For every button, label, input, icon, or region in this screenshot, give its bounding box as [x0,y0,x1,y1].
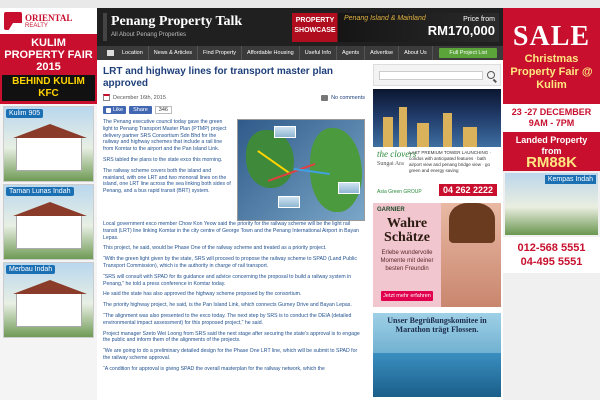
ad-phone: 04 262 2222 [439,184,497,196]
nav-news-articles[interactable]: News & Articles [149,46,198,60]
house-image [16,137,82,171]
comment-bubble-icon [321,95,328,101]
article-meta [103,94,365,101]
facebook-share-button[interactable]: Share [129,106,152,114]
social-share-bar [103,105,365,115]
property-tile-label: Merbau Indah [6,265,55,274]
nav-find-property[interactable]: Find Property [198,46,242,60]
event-title: Christmas Property Fair @ Kulim [510,52,593,91]
ad-group: Asia Green GROUP [377,189,422,195]
nav-location[interactable]: Location [117,46,149,60]
comments-count: No comments [331,94,365,101]
contact-phones [503,237,600,273]
sale-banner [503,8,600,104]
nav-agents[interactable]: Agents [337,46,365,60]
ad-logo-text: the clovers [377,149,417,159]
share-count: 346 [155,106,172,114]
header-banner-ad[interactable] [292,13,499,42]
event-dates [503,104,600,132]
ad-water-image [373,353,501,397]
price-value: RM88K [526,154,577,171]
main-nav [97,46,503,60]
ad-description: LAST PREMIUM TOWER LAUNCHING · condos with anticipated features · bath airport view and penang bridge view · go green and energy saving [409,150,492,173]
nav-affordable-housing[interactable]: Affordable Housing [242,46,300,60]
full-project-list-button[interactable]: Full Project List [439,48,497,58]
fair-location: BEHIND KULIM KFC [2,75,95,101]
search-bar [373,64,501,86]
house-image [16,215,82,249]
banner-ad-price-label: Price from [463,16,495,23]
article-paragraph: The railway scheme covers both the island and mainland, with one LRT and two monorail lines on the island, one LRT line across the sea linking both sides of Penang, and a bus rapid transit (BRT) system. [103,167,231,195]
ad-brand: GARNIER [377,207,405,213]
sale-title: SALE [512,20,591,52]
property-tile[interactable] [3,184,94,260]
house-image [16,293,82,327]
fair-banner [0,34,97,104]
house-logo-icon [4,12,22,30]
like-label: Like [113,107,124,113]
ad-headline: Unser Begrüßungskomitee in Marathon trägt Flossen. [387,316,487,334]
site-title[interactable]: Penang Property Talk [111,14,243,29]
article-paragraph: Project manager Szeto Wei Loong from SRS said the next stage after securing the state’s approval is to engage the public and inform them of the alignments of the projects. [103,330,360,344]
search-icon[interactable] [487,71,495,79]
article-title[interactable]: LRT and highway lines for transport master plan approved [103,66,334,89]
price-banner [503,132,600,171]
the-clovers-ad[interactable] [373,89,501,199]
banner-ad-showcase: PROPERTY SHOWCASE [294,17,336,34]
fair-title: KULIM PROPERTY FAIR 2015 [4,37,93,73]
left-skyscraper-ad[interactable] [0,8,97,400]
banner-ad-price-value: RM170,000 [427,23,495,38]
price-label: Landed Property from [515,135,588,156]
site-logo-icon [103,13,107,41]
right-sidebar [373,64,501,397]
ad-cta-button[interactable]: Jetzt mehr erfahren [381,291,433,301]
ad-model-image [441,203,501,307]
article-paragraph: “A condition for approval is giving SPAD the overall masterplan for the railway network, which the [103,365,325,372]
nav-useful-info[interactable]: Useful Info [300,46,337,60]
ad-brand-sub: REALTY [25,22,48,29]
property-tile-label: Kulim 905 [6,109,43,118]
event-time: 9AM - 7PM [528,118,575,128]
thumbs-up-icon [106,108,111,113]
event-date: 23 -27 DECEMBER [511,107,592,117]
dolphin-travel-ad[interactable] [373,313,501,397]
property-tile-label: Kempas Indah [545,175,596,184]
search-input[interactable] [379,71,483,80]
banner-ad-price [428,15,495,38]
right-skyscraper-ad[interactable] [503,8,600,400]
article-intro [103,119,365,221]
article [103,66,365,377]
article-paragraph: This project, he said, would be Phase One of the railway scheme and treated as a priority project. [103,245,327,252]
calendar-icon [103,94,110,101]
phone-number[interactable]: 04-495 5551 [520,256,583,268]
property-tile[interactable] [3,106,94,182]
article-paragraph: “SRS will consult with SPAD for its guidance and advice concerning the proposal to build a railway system in Penang,” he told a press conference in Komtar today. [103,273,352,287]
banner-ad-region: Penang Island & Mainland [344,15,426,22]
article-paragraph: He said the state has also approved the highway scheme proposed by the consortium. [103,291,302,298]
oriental-realty-logo [0,8,97,34]
property-tile[interactable] [3,262,94,338]
property-tile[interactable] [505,173,598,235]
site-tagline: All About Penang Properties [111,32,187,38]
garnier-ad[interactable] [373,203,501,307]
ad-headline: Wahre Schätze [384,216,430,245]
comments-link[interactable] [321,95,365,101]
intro-text [103,119,233,221]
phone-number[interactable]: 012-568 5551 [517,242,586,254]
article-paragraph: The priority highway project, he said, is the Pan Island Link, which connects Gurney Drive and Bayan Lepas. [103,302,352,309]
nav-about-us[interactable]: About Us [399,46,433,60]
transport-master-plan-map[interactable] [237,119,365,221]
article-paragraph: “We are going to do a preliminary detailed design for the Phase One LRT line, which will be submit to SPAD for the railway scheme approval. [103,348,358,361]
article-paragraph: The Penang executive council today gave the green light to Penang Transport Master Plan (PTMP) project delivery partner SRS Consortium Sdn Bhd for the railway and highway schemes that include a rail line from Komtar to the airport and the Pan Island Link. [103,119,227,153]
ad-night-view-image [373,89,501,147]
home-icon[interactable] [103,46,117,60]
ad-logo-sub: Sungai Ara [377,161,404,167]
nav-advertise[interactable]: Advertise [365,46,399,60]
article-paragraph: “With the green light given by the state, SRS will proceed to propose the railway scheme to SPAD (Land Public Transport Commission), which is the authority in charge of rail transport. [103,256,357,269]
article-paragraph: Local government exco member Chow Kon Yeow said the priority for the railway scheme will be the light rail transit (LRT) line linking Komtar in the city centre of George Town and the Penang International Airport in Bayan Lepas. [103,221,359,241]
site-header [97,8,503,46]
article-date: December 16th, 2015 [113,94,166,101]
property-tile-label: Taman Lunas Indah [6,187,74,196]
ad-subline: Erlebe wundervolle Momente mit deiner besten Freundin [380,250,434,272]
article-paragraph: “The alignment was also presented to the exco today. The next step by SRS is to conduct the DEIA (detailed environmental impact assessment) for this proposed project,” he said. [103,312,352,326]
facebook-like-button[interactable] [103,106,126,114]
main-page [97,8,503,400]
article-paragraph: SRS tabled the plans to the state exco this morning. [103,156,223,163]
ad-brand: ORIENTAL [25,12,73,23]
